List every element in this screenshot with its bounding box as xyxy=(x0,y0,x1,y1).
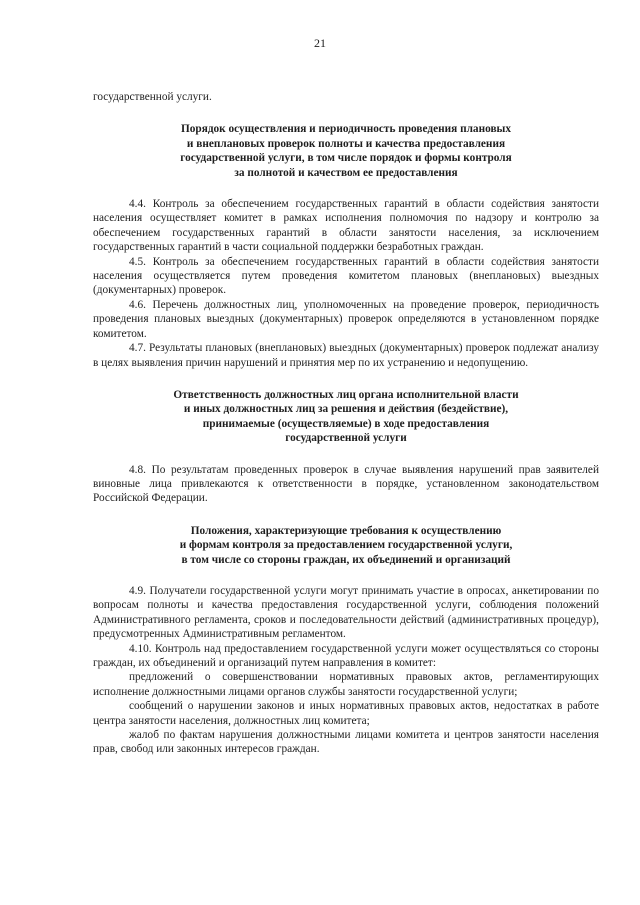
heading-line: принимаемые (осуществляемые) в ходе предоставления xyxy=(202,417,490,430)
list-item: предложений о совершенствовании нормативных правовых актов, регламентирующих исполнение должностными лицами органов службы занятости государственной услуги; xyxy=(93,671,599,698)
paragraph-4-5: 4.5. Контроль за обеспечением государственных гарантий в области содействия занятости населения осуществляется путем проведения комитетом плановых (внеплановых) выездных (документарных) проверок. xyxy=(93,255,599,297)
heading-line: Порядок осуществления и периодичность проведения плановых xyxy=(180,123,512,136)
heading-line: Положения, характеризующие требования к осуществлению xyxy=(190,524,502,537)
list-item: сообщений о нарушении законов и иных нормативных правовых актов, недостатках в работе центра занятости населения, должностных лиц комитета; xyxy=(93,700,599,727)
section-heading-control-requirements xyxy=(93,524,599,567)
paragraph-4-4: 4.4. Контроль за обеспечением государственных гарантий в области содействия занятости населения осуществляет комитет в рамках исполнения полномочия по надзору и контролю за обеспечением государственных гарантий в области занятости населения, за исключением государственных гарантий в части социальной поддержки безработных граждан. xyxy=(93,198,599,254)
continuation-text: государственной услуги. xyxy=(93,91,212,103)
heading-line: и иных должностных лиц за решения и действия (бездействие), xyxy=(183,403,509,416)
section-heading-control-procedure xyxy=(93,122,599,180)
paragraph-4-9: 4.9. Получатели государственной услуги могут принимать участие в опросах, анкетировании по вопросам полноты и качества предоставления государственной услуги, соблюдения положений Административного регламента, сроков и последовательности действий (административных процедур), предусмотренных Административным регламентом. xyxy=(93,584,599,641)
heading-line: государственной услуги xyxy=(285,432,407,445)
heading-line: и формам контроля за предоставлением государственной услуги, xyxy=(179,539,513,552)
paragraph-4-6: 4.6. Перечень должностных лиц, уполномоченных на проведение проверок, периодичность проведения плановых выездных (документарных) проверок определяются в установленном порядке комитетом. xyxy=(93,298,599,340)
heading-line: в том числе со стороны граждан, их объединений и организаций xyxy=(181,553,511,566)
heading-line: и внеплановых проверок полноты и качества предоставления xyxy=(186,137,506,150)
heading-line: государственной услуги, в том числе порядок и формы контроля xyxy=(180,152,512,165)
list-item: жалоб по фактам нарушения должностными лицами комитета и центров занятости населения прав, свобод или законных интересов граждан. xyxy=(93,729,599,756)
document-body xyxy=(93,90,599,757)
paragraph-4-7: 4.7. Результаты плановых (внеплановых) выездных (документарных) проверок подлежат анализу в целях выявления причин нарушений и принятия мер по их устранению и недопущению. xyxy=(93,342,599,369)
page-number: 21 xyxy=(314,36,326,50)
section-heading-responsibility xyxy=(93,388,599,446)
paragraph-4-8: 4.8. По результатам проведенных проверок в случае выявления нарушений прав заявителей виновные лица привлекаются к ответственности в порядке, установленном законодательством Российской Федерации. xyxy=(93,463,599,505)
heading-line: Ответственность должностных лиц органа исполнительной власти xyxy=(173,388,519,401)
heading-line: за полнотой и качеством ее предоставления xyxy=(234,166,458,179)
paragraph-4-10: 4.10. Контроль над предоставлением государственной услуги может осуществляться со стороны граждан, их объединений и организаций путем направления в комитет: xyxy=(93,642,599,669)
